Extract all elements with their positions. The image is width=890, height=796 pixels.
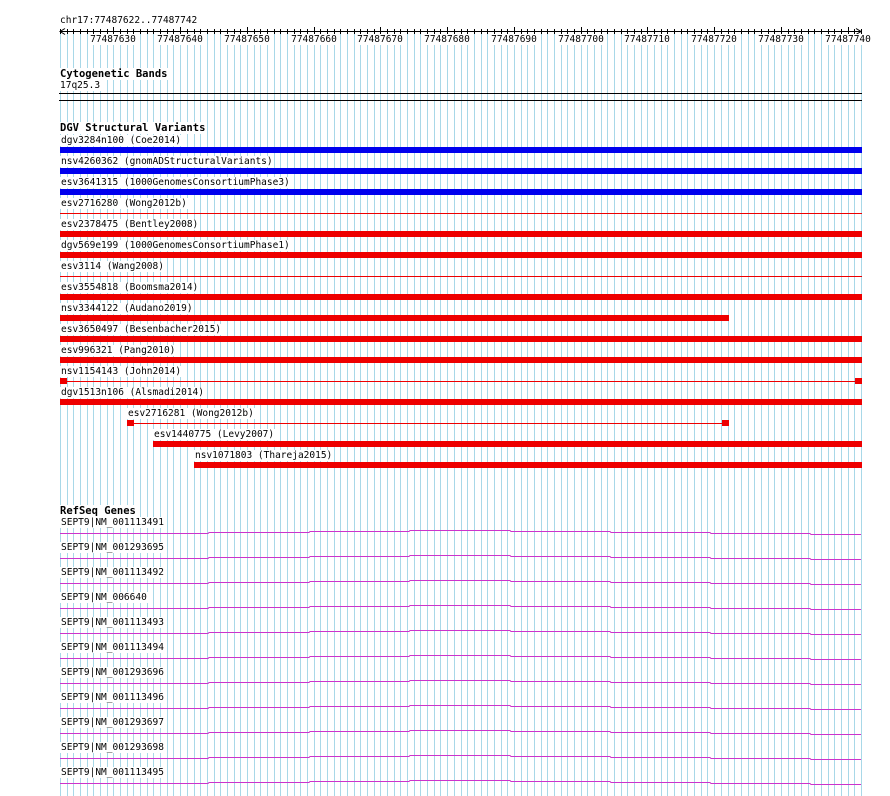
- gene-label[interactable]: SEPT9|NM_001113493: [61, 617, 164, 628]
- variant-bar: [60, 147, 862, 153]
- ruler-tick-label: 77487700: [558, 34, 604, 45]
- gene-intron-line: [60, 656, 861, 660]
- dgv-track-title: DGV Structural Variants: [60, 122, 206, 134]
- variant-label[interactable]: esv2378475 (Bentley2008): [61, 219, 199, 230]
- variant-label[interactable]: nsv4260362 (gnomADStructuralVariants): [61, 156, 273, 167]
- cytoband-label[interactable]: 17q25.3: [60, 80, 101, 91]
- gene-intron-line: [60, 531, 861, 535]
- variant-label[interactable]: esv3641315 (1000GenomesConsortiumPhase3): [61, 177, 290, 188]
- variant-label[interactable]: esv1440775 (Levy2007): [154, 429, 275, 440]
- gene-intron-line: [60, 631, 861, 635]
- ruler-tick-label: 77487670: [357, 34, 403, 45]
- variant-label[interactable]: esv996321 (Pang2010): [61, 345, 176, 356]
- gene-label[interactable]: SEPT9|NM_001113496: [61, 692, 164, 703]
- variant-bar: [60, 231, 862, 237]
- gene-intron-line: [60, 731, 861, 735]
- ruler-tick-label: 77487650: [224, 34, 270, 45]
- variant-end-block: [722, 420, 729, 426]
- gene-label[interactable]: SEPT9|NM_001293695: [61, 542, 164, 553]
- variant-label[interactable]: esv3114 (Wang2008): [61, 261, 164, 272]
- variant-end-block: [855, 378, 862, 384]
- gene-intron-line: [60, 556, 861, 560]
- refseq-track-title: RefSeq Genes: [60, 505, 136, 517]
- gene-label[interactable]: SEPT9|NM_001113491: [61, 517, 164, 528]
- variant-label[interactable]: dgv569e199 (1000GenomesConsortiumPhase1): [61, 240, 290, 251]
- gene-label[interactable]: SEPT9|NM_001113495: [61, 767, 164, 778]
- gene-label[interactable]: SEPT9|NM_001293698: [61, 742, 164, 753]
- gene-label[interactable]: SEPT9|NM_001293696: [61, 667, 164, 678]
- variant-bar: [60, 168, 862, 174]
- variant-label[interactable]: dgv1513n106 (Alsmadi2014): [61, 387, 204, 398]
- variant-label[interactable]: dgv3284n100 (Coe2014): [61, 135, 182, 146]
- variant-label[interactable]: nsv3344122 (Audano2019): [61, 303, 193, 314]
- ruler-tick-label: 77487640: [157, 34, 203, 45]
- ruler-tick-label: 77487730: [758, 34, 804, 45]
- variant-bar: [60, 294, 862, 300]
- variant-end-block: [127, 420, 134, 426]
- gene-label[interactable]: SEPT9|NM_001113494: [61, 642, 164, 653]
- ruler-tick-label: 77487720: [691, 34, 737, 45]
- variant-label[interactable]: nsv1154143 (John2014): [61, 366, 182, 377]
- variant-end-block: [60, 378, 67, 384]
- variant-label[interactable]: esv3554818 (Boomsma2014): [61, 282, 199, 293]
- gene-label[interactable]: SEPT9|NM_001293697: [61, 717, 164, 728]
- variant-bar: [60, 336, 862, 342]
- gene-intron-line: [60, 581, 861, 585]
- variant-bar: [60, 252, 862, 258]
- variant-label[interactable]: esv2716280 (Wong2012b): [61, 198, 187, 209]
- gene-label[interactable]: SEPT9|NM_001113492: [61, 567, 164, 578]
- variant-label[interactable]: esv2716281 (Wong2012b): [128, 408, 254, 419]
- ruler-tick-label: 77487690: [491, 34, 537, 45]
- gene-intron-line: [60, 706, 861, 710]
- variant-bar: [153, 441, 862, 447]
- gene-label[interactable]: SEPT9|NM_006640: [61, 592, 147, 603]
- variant-bar: [60, 189, 862, 195]
- region-label: chr17:77487622..77487742: [60, 15, 198, 26]
- gene-intron-line: [60, 681, 861, 685]
- cytobands-track-title: Cytogenetic Bands: [60, 68, 168, 80]
- ruler-tick-label: 77487740: [825, 34, 871, 45]
- variant-bar: [60, 315, 729, 321]
- ruler-tick-label: 77487710: [624, 34, 670, 45]
- ruler-tick-label: 77487630: [90, 34, 136, 45]
- gene-intron-line: [60, 781, 861, 785]
- variant-bar: [194, 462, 862, 468]
- gene-intron-line: [60, 606, 861, 610]
- gene-intron-line: [60, 756, 861, 760]
- variant-bar: [60, 399, 862, 405]
- ruler-tick-label: 77487660: [291, 34, 337, 45]
- variant-label[interactable]: nsv1071803 (Thareja2015): [195, 450, 333, 461]
- variant-bar: [60, 357, 862, 363]
- variant-label[interactable]: esv3650497 (Besenbacher2015): [61, 324, 222, 335]
- ruler-tick-label: 77487680: [424, 34, 470, 45]
